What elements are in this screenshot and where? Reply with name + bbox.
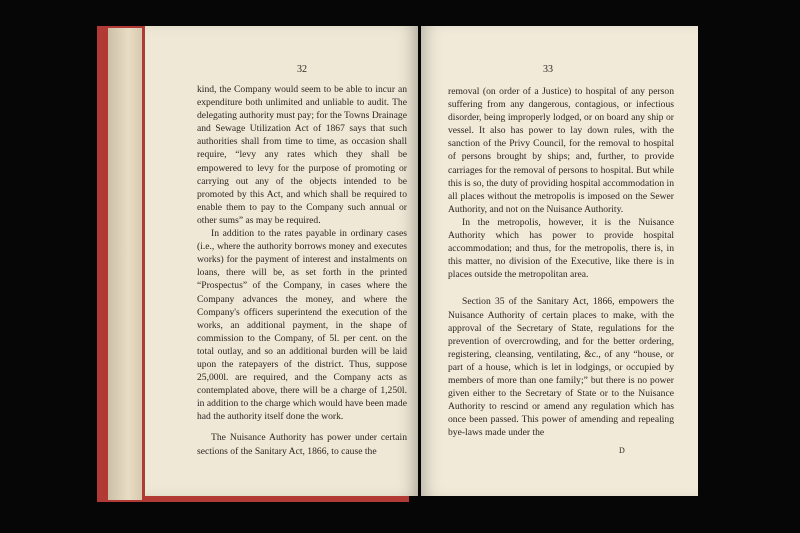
paragraph: kind, the Company would seem to be able to incur an expenditure both unlimited and unliable to audit. The delegating authority must pay; for the Towns Drainage and Sewage Utilization Act of 1867 says that such authorities shall from time to time, as occasion shall require, “levy any rates which they shall be empowered to levy for the purpose of promoting or carrying out any of the objects intended to be promoted by this Act, and which shall be required to enable them to pay to the Company such annual or other sums” as may be required.: [197, 84, 407, 226]
page-edges: [108, 28, 142, 500]
page-number: 33: [543, 64, 553, 75]
paragraph: In the metropolis, however, it is the Nuisance Authority which has power to provide hospital accommodation; and thus, for the metropolis, there is, in this matter, no division of the Executive, like there is in places outside the metropolitan area.: [448, 216, 674, 281]
page-number: 32: [297, 64, 307, 75]
paragraph: The Nuisance Authority has power under certain sections of the Sanitary Act, 1866, to cause the: [197, 432, 407, 457]
paragraph: In addition to the rates payable in ordinary cases (i.e., where the authority borrows money and executes works) for the payment of interest and instalments on loans, there will be, as set forth in the printed “Prospectus” of the Company, in cases where the Company advances the money, and where the Company's officers superintend the execution of the works, an additional payment, in the shape of commission to the Company, of 5l. per cent. on the total outlay, and so an additional burden will be laid upon the ratepayers of the district. Thus, suppose 25,000l. are required, and the Company acts as contemplated above, there will be a charge of 1,250l. in addition to the charge which would have been made had the authority itself done the work.: [197, 228, 407, 423]
signature-mark: D: [619, 446, 625, 455]
paragraph: removal (on order of a Justice) to hospital of any person suffering from any dangerous, contagious, or infectious disorder, being improperly lodged, or on board any ship or vessel. It also has power to lay down rules, with the sanction of the Privy Council, for the removal to hospital of persons brought by ships; and, further, to provide carriages for the removal of persons to hospital. But while this is so, the duty of providing hospital accommodation in all places without the metropolis is imposed on the Sewer Authority, and not on the Nuisance Authority.: [448, 86, 674, 215]
page-text: [197, 83, 407, 458]
page-text: [448, 85, 674, 439]
paragraph: Section 35 of the Sanitary Act, 1866, empowers the Nuisance Authority of certain places to make, with the approval of the Secretary of State, regulations for the prevention of overcrowding, and for the better ordering, registering, cleansing, ventilating, &c., of any “house, or part of a house, which is let in lodgings, or occupied by members of more than one family;” but there is no power given either to the Secretary of State or to the Nuisance Authority to rescind or amend any regulation which has once been passed. This power of amending and repealing bye-laws made under the: [448, 296, 674, 439]
left-page: [145, 26, 418, 496]
right-page: [421, 26, 698, 496]
